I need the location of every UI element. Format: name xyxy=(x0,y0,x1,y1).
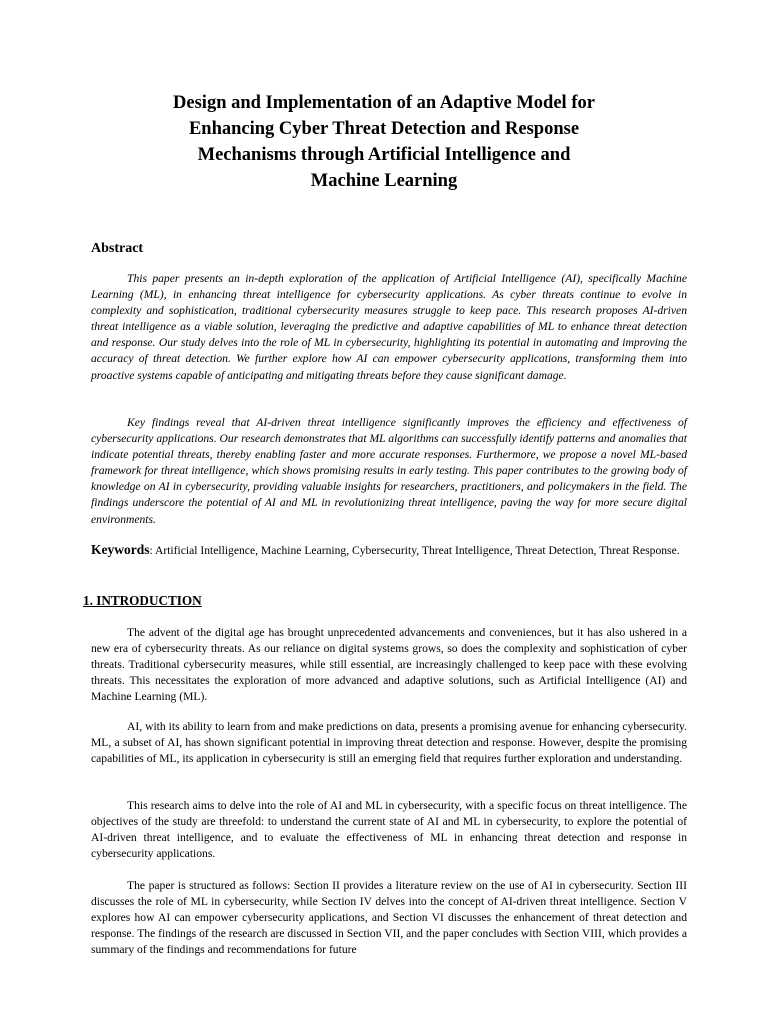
introduction-paragraph: The paper is structured as follows: Section II provides a literature review on the use of AI in cybersecurity. Section III discusses the role of ML in cybersecurity, while Section IV delves into the concept of AI-driven threat intelligence. Section V explores how AI can empower cybersecurity applications, and Section VI discusses the enhancement of threat detection and response. The findings of the research are discussed in Section VII, and the paper concludes with Section VIII, which provides a summary of the findings and recommendations for future xyxy=(91,879,687,957)
introduction-heading: 1. INTRODUCTION xyxy=(83,593,202,608)
abstract-paragraph: This paper presents an in-depth exploration of the application of Artificial Intelligence (AI), specifically Machine Learning (ML), in enhancing threat intelligence for cybersecurity applications. As cyber threats continue to evolve in complexity and sophistication, traditional cybersecurity measures struggle to keep pace. This research proposes AI-driven threat intelligence as a viable solution, leveraging the predictive and adaptive capabilities of ML to enhance threat detection and response. Our study delves into the role of ML in cybersecurity, highlighting its potential in automating and improving the accuracy of threat detection. We further explore how AI can empower cybersecurity applications, transforming them into proactive systems capable of anticipating and mitigating threats before they cause significant damage. xyxy=(91,272,687,382)
introduction-paragraph: AI, with its ability to learn from and make predictions on data, presents a promising avenue for enhancing cybersecurity. ML, a subset of AI, has shown significant potential in improving threat detection and response. However, despite the promising capabilities of ML, its application in cybersecurity is still an emerging field that requires further exploration and understanding. xyxy=(91,720,687,766)
paper-title xyxy=(120,90,648,194)
introduction-paragraph: This research aims to delve into the role of AI and ML in cybersecurity, with a specific focus on threat intelligence. The objectives of the study are threefold: to understand the current state of AI and ML in cybersecurity, to explore the potential of AI-driven threat intelligence, and to evaluate the effectiveness of ML in enhancing threat detection and response in cybersecurity applications. xyxy=(91,799,687,861)
title-line: Design and Implementation of an Adaptive Model for xyxy=(173,93,595,113)
keywords-label: Keywords xyxy=(91,542,150,557)
abstract-paragraph: Key findings reveal that AI-driven threat intelligence significantly improves the efficiency and effectiveness of cybersecurity applications. Our research demonstrates that ML algorithms can successfully identify patterns and anomalies that indicate potential threats, thereby enabling faster and more accurate responses. Furthermore, we propose a novel ML-based framework for threat intelligence, which shows promising results in early testing. This paper contributes to the growing body of knowledge on AI in cybersecurity, providing valuable insights for researchers, practitioners, and policymakers in the field. The findings underscore the potential of AI and ML in revolutionizing threat intelligence, paving the way for more secure digital environments. xyxy=(91,416,687,526)
title-line: Mechanisms through Artificial Intelligence and xyxy=(197,145,571,165)
title-line: Enhancing Cyber Threat Detection and Response xyxy=(188,119,580,139)
title-line: Machine Learning xyxy=(310,171,458,191)
abstract-heading: Abstract xyxy=(91,241,144,256)
introduction-paragraph: The advent of the digital age has brought unprecedented advancements and conveniences, but it has also ushered in a new era of cybersecurity threats. As our reliance on digital systems grows, so does the complexity and sophistication of cyber threats. Traditional cybersecurity measures, while still essential, are increasingly challenged to keep pace with these evolving threats. This necessitates the exploration of more advanced and adaptive solutions, such as Artificial Intelligence (AI) and Machine Learning (ML). xyxy=(91,626,687,704)
keywords-text: : Artificial Intelligence, Machine Learning, Cybersecurity, Threat Intelligence, Threat Detection, Threat Response. xyxy=(149,544,680,557)
keywords xyxy=(91,541,691,560)
